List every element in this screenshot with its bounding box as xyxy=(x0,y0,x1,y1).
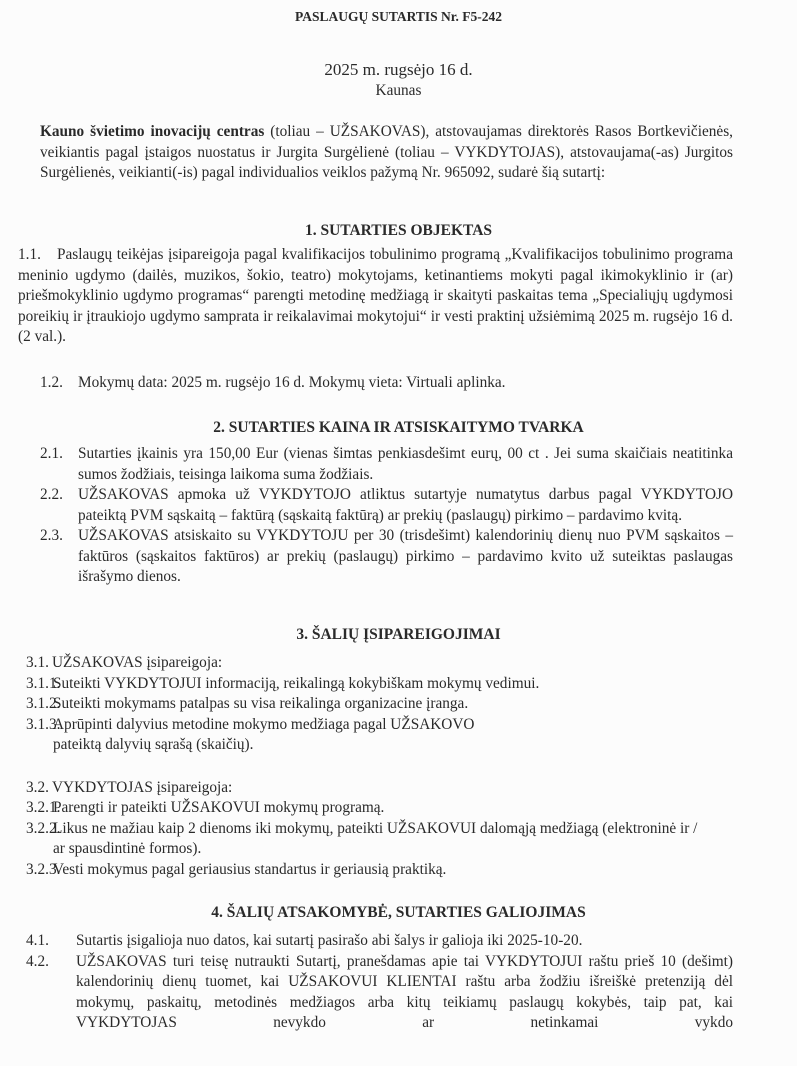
clause-number: 3.2. xyxy=(26,778,49,796)
clause-number: 4.2. xyxy=(26,952,49,970)
clause-3-2-1 xyxy=(26,798,706,819)
clause-1-1 xyxy=(18,245,733,348)
clause-text: UŽSAKOVAS atsiskaito su VYKDYTOJU per 30 (trisdešimt) kalendorinių dienų nuo PVM sąskaitos – faktūros (sąskaitos faktūros) ar prekių (paslaugų) pirkimo – pardavimo kvito už suteiktas paslaugas išrašymo dienos. xyxy=(78,527,733,585)
clause-text: UŽSAKOVAS turi teisę nutraukti Sutartį, pranešdamas apie tai VYKDYTOJUI raštu prieš 10 (dešimt) kalendorinių dienų tuomet, kai UŽSAKOVUI KLIENTAI raštu arba žodžiu išreiškė pretenziją dėl mokymų, paskaitų, metodinės medžiagos arba kitų teikiamų paslaugų kokybės, taip pat, kai VYKDYTOJAS nevykdo ar netinkamai vykdo xyxy=(76,952,733,1031)
clause-3-2-2 xyxy=(26,819,706,860)
clause-1-2 xyxy=(40,373,733,394)
clause-number: 3.1.1. xyxy=(26,674,61,692)
clause-number: 2.3. xyxy=(40,527,63,544)
clause-3-1 xyxy=(26,653,706,674)
clause-text: Suteikti VYKDYTOJUI informaciją, reikalingą kokybiškam mokymų vedimui. xyxy=(53,674,540,692)
section-4-clauses xyxy=(26,931,733,1054)
document-title: PASLAUGŲ SUTARTIS Nr. F5-242 xyxy=(294,9,503,24)
clause-3-1-2 xyxy=(26,694,706,715)
clause-text: Parengti ir pateikti UŽSAKOVUI mokymų programą. xyxy=(53,799,385,816)
clause-text: Sutartis įsigalioja nuo datos, kai sutartį pasirašo abi šalys ir galioja iki 2025-10-20. xyxy=(76,932,583,949)
clause-number: 3.1. xyxy=(26,654,49,671)
intro-text: (toliau – UŽSAKOVAS), atstovaujamas direktorės Rasos Bortkevičienės, veikiantis pagal įstaigos nuostatus ir Jurgita Surgėlienė (toliau – VYKDYTOJAS), atstovaujama(-as) Jurgitos Surgėlienės, veikianti(-is) pagal individualios veiklos pažymą Nr. 965092, sudarė šią sutartį: xyxy=(40,123,733,181)
section-heading: 3. ŠALIŲ ĮSIPAREIGOJIMAI xyxy=(296,626,501,643)
client-name: Kauno švietimo inovacijų centras xyxy=(40,123,265,140)
section-3-clauses xyxy=(26,653,706,880)
clause-text: UŽSAKOVAS įsipareigoja: xyxy=(52,654,223,671)
clause-number: 3.1.2. xyxy=(26,695,61,712)
clause-text: Mokymų data: 2025 m. rugsėjo 16 d. Mokymų vieta: Virtuali aplinka. xyxy=(78,374,506,391)
clause-number: 2.1. xyxy=(40,445,63,462)
clause-text: Likus ne mažiau kaip 2 dienoms iki mokymų, pateikti UŽSAKOVUI dalomąją medžiagą (elektroninė ir / ar spausdintinė formos). xyxy=(53,819,698,857)
section-2-clauses xyxy=(40,444,733,588)
clause-number: 3.2.3. xyxy=(26,860,61,878)
document-date: 2025 m. rugsėjo 16 d. xyxy=(324,60,473,79)
clause-text: Suteikti mokymams patalpas su visa reikalinga organizacine įranga. xyxy=(53,695,469,712)
intro-paragraph xyxy=(40,122,733,184)
document-city: Kaunas xyxy=(375,82,422,99)
clause-3-1-3 xyxy=(26,715,706,756)
clause-text: UŽSAKOVAS apmoka už VYKDYTOJO atliktus sutartyje numatytus darbus pagal VYKDYTOJO pateiktą PVM sąskaitą – faktūrą (sąskaitą faktūrą) ar prekių (paslaugų) pirkimo – pardavimo kvitą. xyxy=(78,486,733,524)
section-heading: 2. SUTARTIES KAINA IR ATSISKAITYMO TVARKA xyxy=(213,419,584,436)
clause-2-2 xyxy=(40,485,733,526)
clause-number: 1.2. xyxy=(40,374,63,391)
clause-number: 4.1. xyxy=(26,932,49,949)
clause-4-2 xyxy=(26,952,733,1055)
clause-text: Vesti mokymus pagal geriausius standartus ir geriausią praktiką. xyxy=(53,860,447,878)
section-heading: 1. SUTARTIES OBJEKTAS xyxy=(304,222,493,239)
clause-3-1-1 xyxy=(26,674,706,695)
clause-text: Sutarties įkainis yra 150,00 Eur (vienas šimtas penkiasdešimt eurų, 00 ct . Jei suma skaičiais neatitinka sumos žodžiais, teisinga laikoma suma žodžiais. xyxy=(78,445,733,483)
clause-4-1 xyxy=(26,931,733,952)
clause-3-2-3 xyxy=(26,860,706,881)
clause-2-3 xyxy=(40,526,733,588)
clause-text: Paslaugų teikėjas įsipareigoja pagal kvalifikacijos tobulinimo programą „Kvalifikacijos tobulinimo programa meninio ugdymo (dailės, muzikos, šokio, teatro) mokytojams, ketinantiems mokyti pagal ikimokyklinio ir (ar) priešmokyklinio ugdymo programas“ parengti metodinę medžiagą ir skaityti paskaitas tema „Specialiųjų ugdymosi poreikių ir įtraukiojo ugdymo samprata ir reikalavimai mokytojui“ ir vesti praktinį užsiėmimą 2025 m. rugsėjo 16 d. (2 val.). xyxy=(18,246,733,345)
clause-3-2 xyxy=(26,778,706,799)
clause-number: 3.1.3. xyxy=(26,715,61,733)
clause-number: 3.2.1. xyxy=(26,799,61,816)
section-heading: 4. ŠALIŲ ATSAKOMYBĖ, SUTARTIES GALIOJIMAS xyxy=(211,904,586,921)
clause-number: 1.1. xyxy=(18,246,41,263)
clause-number: 2.2. xyxy=(40,486,63,503)
clause-number: 3.2.2. xyxy=(26,819,61,837)
clause-text: VYKDYTOJAS įsipareigoja: xyxy=(52,778,233,796)
clause-2-1 xyxy=(40,444,733,485)
clause-text: Aprūpinti dalyvius metodine mokymo medžiaga pagal UŽSAKOVO pateiktą dalyvių sąrašą (skaičių). xyxy=(53,715,475,753)
